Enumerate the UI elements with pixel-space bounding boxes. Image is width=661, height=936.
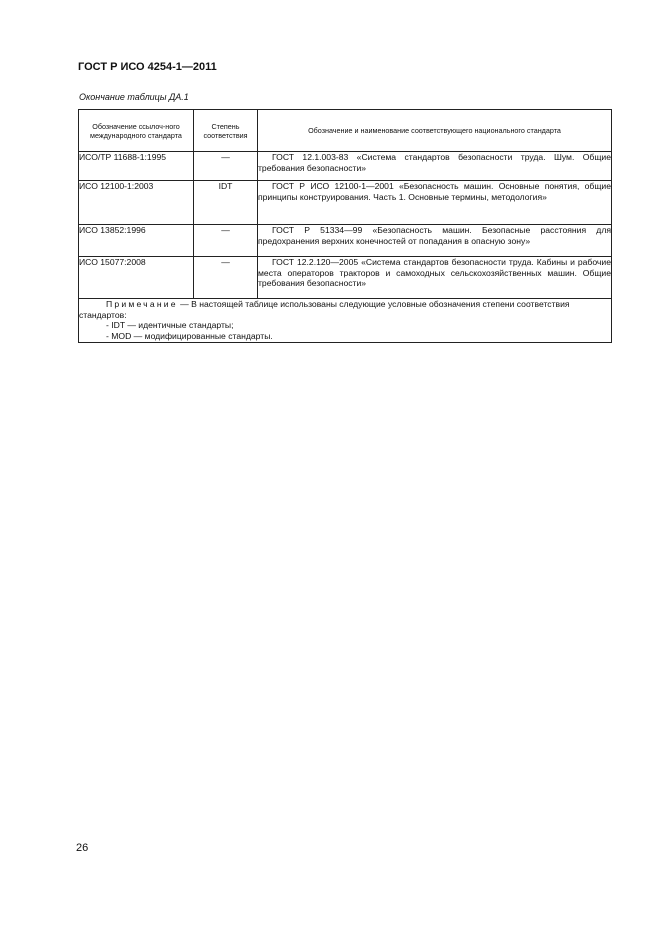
cell-national-text: ГОСТ Р ИСО 12100-1—2001 «Безопасность машин. Основные понятия, общие принципы конструирования. Часть 1. Основные термины, методология» xyxy=(258,181,611,202)
standards-table xyxy=(78,109,612,343)
header-national: Обозначение и наименование соответствующего национального стандарта xyxy=(258,110,612,152)
table-row xyxy=(79,225,612,257)
note-item: - IDT — идентичные стандарты; xyxy=(106,320,234,331)
cell-national xyxy=(258,181,612,225)
note-item: - MOD — модифицированные стандарты. xyxy=(106,331,273,342)
cell-designation: ИСО/ТР 11688-1:1995 xyxy=(79,152,194,181)
cell-designation: ИСО 13852:1996 xyxy=(79,225,194,257)
cell-degree: — xyxy=(194,225,258,257)
cell-national-text: ГОСТ 12.1.003-83 «Система стандартов безопасности труда. Шум. Общие требования безопасности» xyxy=(258,152,611,173)
cell-national xyxy=(258,225,612,257)
cell-degree: — xyxy=(194,152,258,181)
table-row xyxy=(79,257,612,299)
table-header-row xyxy=(79,110,612,152)
page-number: 26 xyxy=(76,842,89,854)
note-body xyxy=(79,299,611,320)
document-header: ГОСТ Р ИСО 4254-1—2011 xyxy=(78,61,217,73)
cell-degree: — xyxy=(194,257,258,299)
table-row xyxy=(79,152,612,181)
cell-national xyxy=(258,152,612,181)
cell-national xyxy=(258,257,612,299)
cell-designation: ИСО 15077:2008 xyxy=(79,257,194,299)
table-note xyxy=(79,299,612,343)
table-note-row xyxy=(79,299,612,343)
header-designation: Обозначение ссылоч-ного международного стандарта xyxy=(79,110,194,152)
cell-degree: IDT xyxy=(194,181,258,225)
header-degree: Степень соответствия xyxy=(194,110,258,152)
table-row xyxy=(79,181,612,225)
cell-designation: ИСО 12100-1:2003 xyxy=(79,181,194,225)
cell-national-text: ГОСТ 12.2.120—2005 «Система стандартов безопасности труда. Кабины и рабочие места операторов тракторов и самоходных сельскохозяйственных машин. Общие требования безопасности» xyxy=(258,257,611,289)
cell-national-text: ГОСТ Р 51334—99 «Безопасность машин. Безопасные расстояния для предохранения верхних конечностей от попадания в опасную зону» xyxy=(258,225,611,246)
note-label: Примечание xyxy=(106,299,178,309)
table-caption: Окончание таблицы ДА.1 xyxy=(79,92,189,102)
note-text: — В настоящей таблице использованы следующие условные обозначения степени соответствия стандартов: xyxy=(79,299,570,320)
